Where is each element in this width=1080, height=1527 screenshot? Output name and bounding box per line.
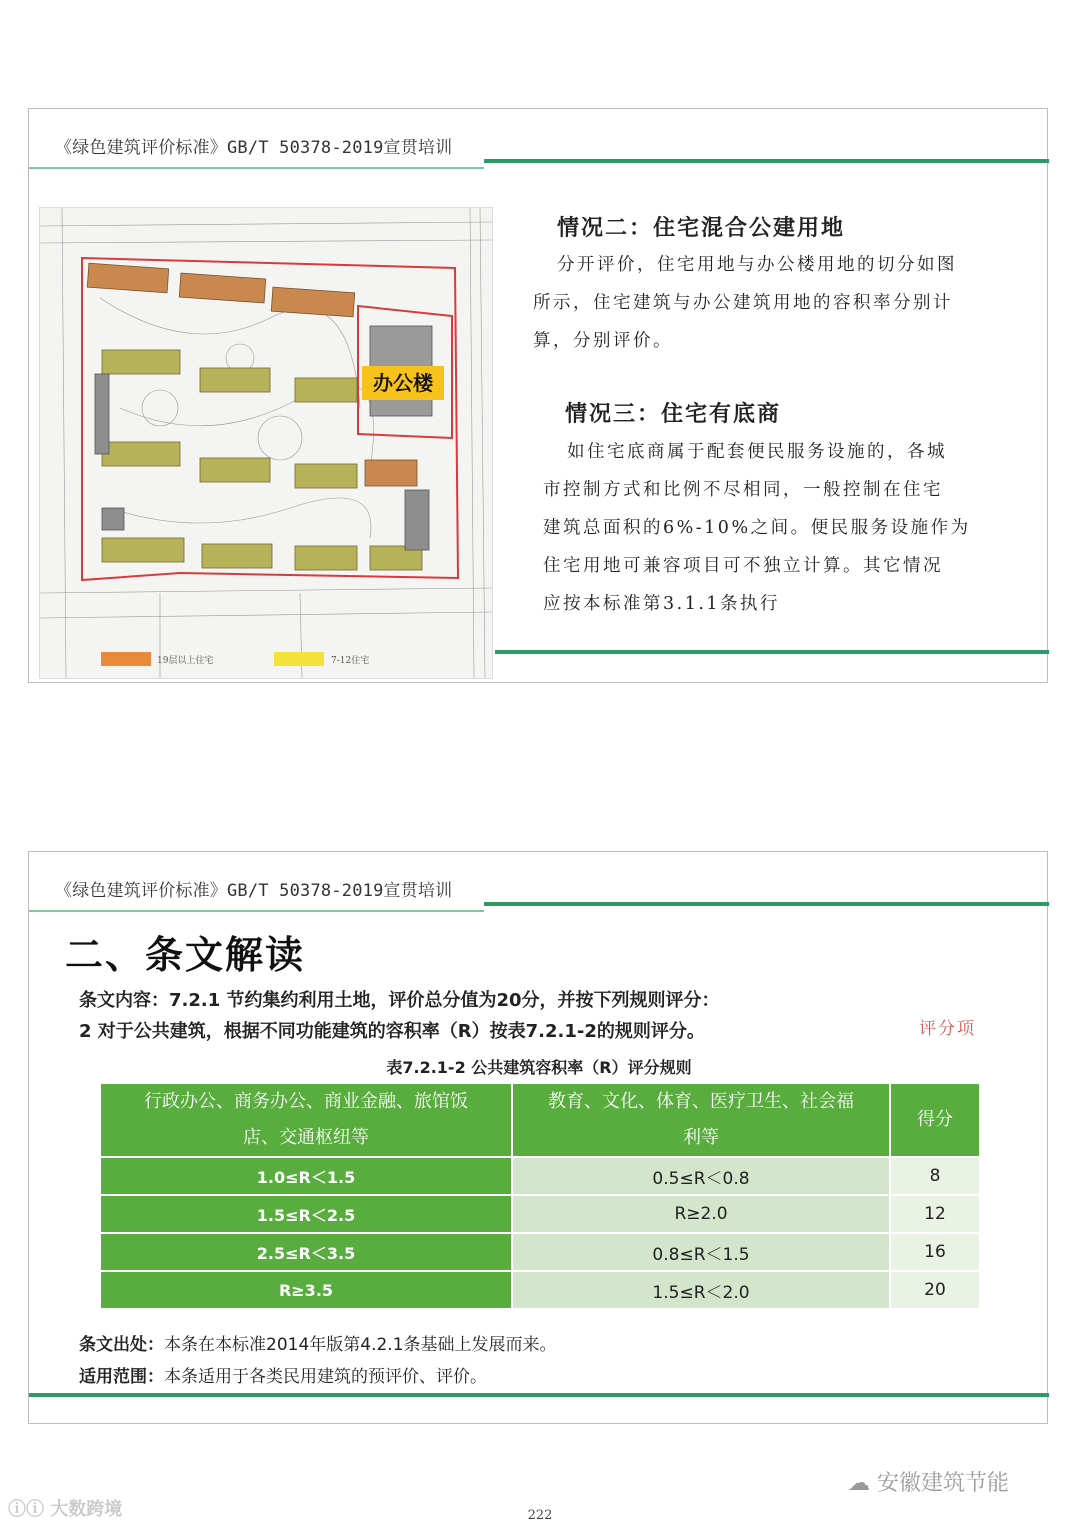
legend-label-highrise: 19层以上住宅 bbox=[157, 656, 214, 666]
legend-label-midrise: 7-12住宅 bbox=[331, 656, 370, 666]
scope-text: 本条适用于各类民用建筑的预评价、评价。 bbox=[164, 1367, 487, 1387]
cell-score: 20 bbox=[890, 1271, 980, 1309]
header-score: 得分 bbox=[890, 1083, 980, 1157]
wechat-icon: ☁ bbox=[848, 1471, 877, 1496]
table-row bbox=[100, 1233, 980, 1271]
clause-source-text: 本条在本标准2014年版第4.2.1条基础上发展而来。 bbox=[164, 1335, 557, 1355]
table-header-row bbox=[100, 1083, 980, 1157]
slide-header: 《绿色建筑评价标准》GB/T 50378-2019宣贯培训 bbox=[55, 138, 453, 158]
clause-content-line: 条文内容：7.2.1 节约集约利用土地，评价总分值为20分，并按下列规则评分： bbox=[79, 990, 720, 1011]
site-plan-drawing bbox=[40, 208, 492, 678]
footer-rule bbox=[29, 1393, 1049, 1397]
case2-body bbox=[533, 246, 957, 360]
footer-rule bbox=[495, 650, 1049, 654]
header-rule bbox=[484, 159, 1049, 163]
case2-title: 情况二：住宅混合公建用地 bbox=[557, 215, 846, 241]
watermark-right-text: 安徽建筑节能 bbox=[877, 1471, 1010, 1496]
watermark-left-text: 大数跨境 bbox=[50, 1499, 123, 1520]
scope-label: 适用范围： bbox=[79, 1367, 164, 1387]
page-number: 222 bbox=[527, 1508, 553, 1523]
cell-score: 16 bbox=[890, 1233, 980, 1271]
legend-swatch-midrise bbox=[274, 652, 324, 666]
far-scoring-table bbox=[99, 1082, 981, 1310]
case2-line: 所示，住宅建筑与办公建筑用地的容积率分别计 bbox=[533, 293, 953, 313]
header-education-culture bbox=[512, 1083, 890, 1157]
header-rule-thin bbox=[29, 910, 484, 912]
case3-line: 应按本标准第3.1.1条执行 bbox=[543, 594, 781, 614]
clause-content-line: 2 对于公共建筑，根据不同功能建筑的容积率（R）按表7.2.1-2的规则评分。 bbox=[79, 1021, 705, 1042]
scope bbox=[79, 1362, 487, 1387]
header-text: 教育、文化、体育、医疗卫生、社会福 bbox=[548, 1091, 854, 1112]
cell-education-range: 1.5≤R＜2.0 bbox=[512, 1271, 890, 1309]
cell-admin-range: 2.5≤R＜3.5 bbox=[100, 1233, 512, 1271]
table-caption: 表7.2.1-2 公共建筑容积率（R）评分规则 bbox=[386, 1058, 692, 1077]
case3-line: 市控制方式和比例不尽相同，一般控制在住宅 bbox=[543, 480, 943, 500]
score-item-tag: 评分项 bbox=[919, 1019, 976, 1039]
header-rule-thin bbox=[29, 167, 484, 169]
case3-line: 如住宅底商属于配套便民服务设施的，各城 bbox=[567, 442, 947, 462]
table-row bbox=[100, 1195, 980, 1233]
header-text: 店、交通枢纽等 bbox=[243, 1127, 369, 1148]
cell-score: 8 bbox=[890, 1157, 980, 1195]
cell-education-range: 0.8≤R＜1.5 bbox=[512, 1233, 890, 1271]
header-admin-commercial bbox=[100, 1083, 512, 1157]
watermark-logo-icon: ⓘⓘ bbox=[8, 1499, 51, 1520]
office-label: 办公楼 bbox=[373, 371, 433, 395]
cell-admin-range: 1.5≤R＜2.5 bbox=[100, 1195, 512, 1233]
table-row bbox=[100, 1157, 980, 1195]
cell-admin-range: R≥3.5 bbox=[100, 1271, 512, 1309]
header-rule bbox=[484, 902, 1049, 906]
case2-line: 算，分别评价。 bbox=[533, 331, 673, 351]
slide-header: 《绿色建筑评价标准》GB/T 50378-2019宣贯培训 bbox=[55, 881, 453, 901]
section-title: 二、条文解读 bbox=[65, 933, 306, 977]
cell-score: 12 bbox=[890, 1195, 980, 1233]
header-text: 利等 bbox=[683, 1127, 719, 1148]
slide-residential-mixed bbox=[28, 108, 1048, 683]
cell-education-range: R≥2.0 bbox=[512, 1195, 890, 1233]
case3-line: 建筑总面积的6%-10%之间。便民服务设施作为 bbox=[543, 518, 971, 538]
cell-education-range: 0.5≤R＜0.8 bbox=[512, 1157, 890, 1195]
clause-source-label: 条文出处： bbox=[79, 1335, 164, 1355]
slide-clause-interpretation bbox=[28, 851, 1048, 1424]
case3-line: 住宅用地可兼容项目可不独立计算。其它情况 bbox=[543, 556, 943, 576]
case3-title: 情况三：住宅有底商 bbox=[565, 401, 782, 427]
clause-source bbox=[79, 1330, 557, 1355]
watermark-right bbox=[848, 1466, 1009, 1497]
header-text: 行政办公、商务办公、商业金融、旅馆饭 bbox=[144, 1091, 468, 1112]
case2-line: 分开评价，住宅用地与办公楼用地的切分如图 bbox=[557, 255, 957, 275]
case3-body bbox=[543, 433, 971, 623]
cell-admin-range: 1.0≤R＜1.5 bbox=[100, 1157, 512, 1195]
legend-swatch-highrise bbox=[101, 652, 151, 666]
site-plan-image bbox=[39, 207, 493, 679]
table-row bbox=[100, 1271, 980, 1309]
